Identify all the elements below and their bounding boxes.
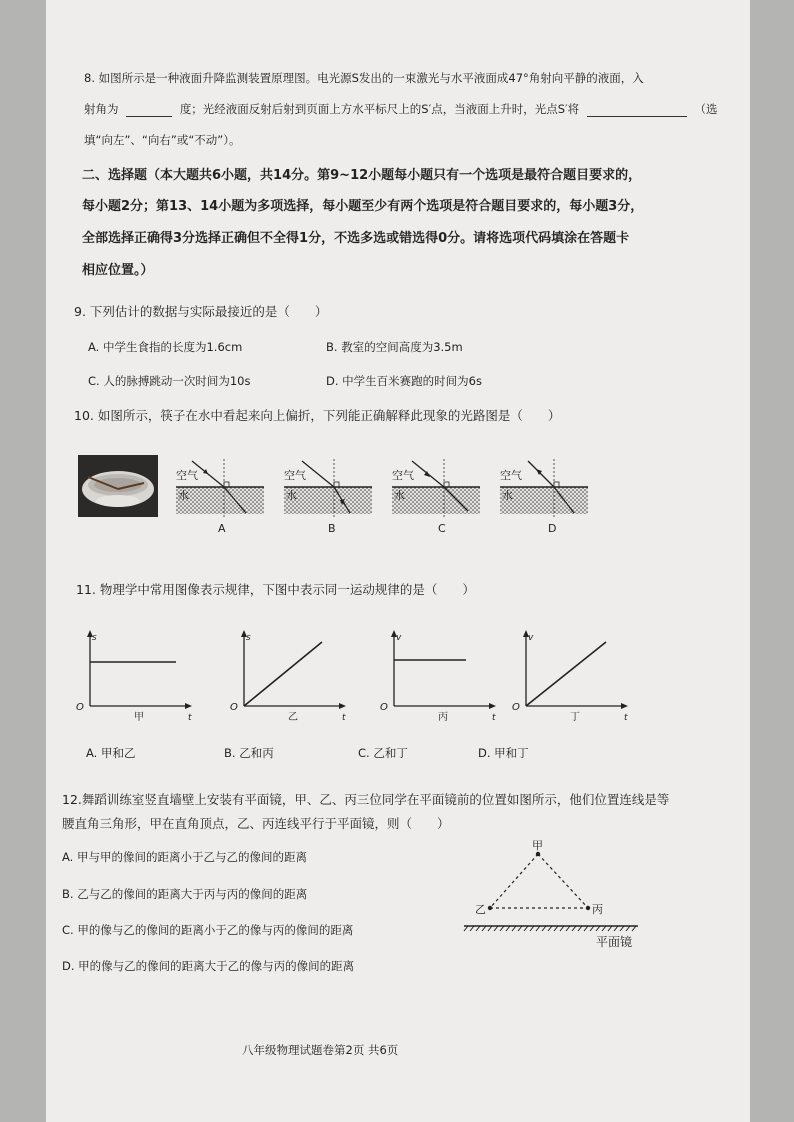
water-label: 水 [502,489,513,502]
q12-option-c[interactable]: C. 甲的像与乙的像间的距离小于乙的像与丙的像间的距离 [62,923,354,937]
water-label: 水 [286,489,297,502]
x-label: t [492,713,496,723]
q10-diagram-a[interactable] [174,447,274,541]
right-angle-mark [334,482,339,487]
q8-line1: 8. 如图所示是一种液面升降监测装置原理图。电光源S发出的一束激光与水平液面成47°角射向平静的液面，入 [84,71,644,85]
side-jia-yi [490,854,538,908]
water-label: 水 [178,489,189,502]
bing-label: 丙 [592,903,603,916]
graph-name: 丁 [570,712,580,723]
origin-label: O [230,702,238,713]
y-label: v [528,633,534,643]
q11-stem: 11. 物理学中常用图像表示规律，下图中表示同一运动规律的是（ ） [76,582,475,597]
graph-name: 乙 [288,712,298,723]
q9-stem: 9. 下列估计的数据与实际最接近的是（ ） [74,304,328,319]
point-bing [586,906,590,910]
q11-option-d[interactable]: D. 甲和丁 [478,746,529,760]
q10-stem: 10. 如图所示，筷子在水中看起来向上偏折，下列能正确解释此现象的光路图是（ ） [74,408,561,423]
q8-line2-start: 射角为 [84,102,119,116]
q10-diagram-c[interactable] [390,447,490,541]
q10-diagram-d[interactable] [498,447,598,541]
diagram-label-c: C [438,522,446,535]
q12-option-b[interactable]: B. 乙与乙的像间的距离大于丙与丙的像间的距离 [62,887,308,901]
q8-line2 [84,101,717,117]
yi-label: 乙 [475,903,486,916]
air-label: 空气 [176,469,198,482]
origin-label: O [380,702,388,713]
q12-stem-line1: 12.舞蹈训练室竖直墙壁上安装有平面镜，甲、乙、丙三位同学在平面镜前的位置如图所示，他们位置连线是等 [62,792,670,807]
side-jia-bing [538,854,588,908]
section2-line2: 每小题2分；第13、14小题为多项选择，每小题至少有两个选项是符合题目要求的，每小题3分， [82,199,644,214]
origin-label: O [76,702,84,713]
section2-line1: 二、选择题（本大题共6小题，共14分。第9~12小题每小题只有一个选项是最符合题目要求的， [82,168,642,183]
q11-graph-ding[interactable] [512,628,632,732]
chopsticks-in-water-photo [78,455,158,517]
point-jia [536,852,540,856]
q12-option-d[interactable]: D. 甲的像与乙的像间的距离大于乙的像与丙的像间的距离 [62,959,355,973]
light-ray-air [302,461,334,487]
y-label: v [396,633,402,643]
light-ray-air [528,461,554,487]
right-angle-mark [554,482,559,487]
graph-line [244,642,322,706]
q11-graph-bing[interactable] [380,628,500,732]
diagram-label-b: B [328,522,336,535]
q11-graph-jia[interactable] [76,628,196,732]
x-arrow [339,703,346,709]
diagram-label-d: D [548,522,557,535]
page-footer: 八年级物理试题卷第2页 共6页 [242,1043,399,1057]
q11-option-a[interactable]: A. 甲和乙 [86,746,136,760]
x-label: t [624,713,628,723]
q9-option-d[interactable]: D. 中学生百米赛跑的时间为6s [326,374,482,388]
x-arrow [621,703,628,709]
air-label: 空气 [284,469,306,482]
y-label: s [246,633,251,643]
graph-name: 甲 [134,712,144,723]
x-label: t [342,713,346,723]
right-angle-mark [444,482,449,487]
exam-page [46,0,750,1122]
diagram-label-a: A [218,522,226,535]
q9-option-b[interactable]: B. 教室的空间高度为3.5m [326,340,463,354]
mirror-label: 平面镜 [596,935,633,949]
q9-option-c[interactable]: C. 人的脉搏跳动一次时间为10s [88,374,251,388]
q8-line2-middle: 度；光经液面反射后射到页面上方水平标尺上的S′点，当液面上升时，光点S′将 [179,102,580,116]
graph-line [526,642,606,706]
q10-diagram-b[interactable] [282,447,382,541]
y-label: s [92,633,97,643]
q11-option-b[interactable]: B. 乙和丙 [224,746,274,760]
graph-name: 丙 [438,712,448,723]
point-yi [488,906,492,910]
mirror-triangle-diagram [460,838,670,954]
section2-line3: 全部选择正确得3分选择正确但不全得1分，不选多选或错选得0分。请将选项代码填涂在答题卡 [82,231,630,246]
water-area [500,487,588,514]
air-label: 空气 [500,469,522,482]
right-angle-mark [224,482,229,487]
q11-option-c[interactable]: C. 乙和丁 [358,746,408,760]
water-label: 水 [394,489,405,502]
q9-option-a[interactable]: A. 中学生食指的长度为1.6cm [88,340,243,354]
jia-label: 甲 [532,839,543,852]
water-area [284,487,372,514]
x-arrow [489,703,496,709]
section2-line4: 相应位置。） [82,263,154,278]
air-label: 空气 [392,469,414,482]
x-label: t [188,713,192,723]
q8-blank-direction[interactable] [587,104,687,117]
q8-line3: 填“向左”、“向右”或“不动”）。 [84,133,241,147]
q12-option-a[interactable]: A. 甲与甲的像间的距离小于乙与乙的像间的距离 [62,850,307,864]
origin-label: O [512,702,520,713]
water-area [176,487,264,514]
q8-line2-end: （选 [694,102,718,116]
x-arrow [185,703,192,709]
q12-stem-line2: 腰直角三角形，甲在直角顶点，乙、丙连线平行于平面镜，则（ ） [62,816,450,831]
q8-blank-angle[interactable] [126,104,172,117]
q11-graph-yi[interactable] [230,628,350,732]
